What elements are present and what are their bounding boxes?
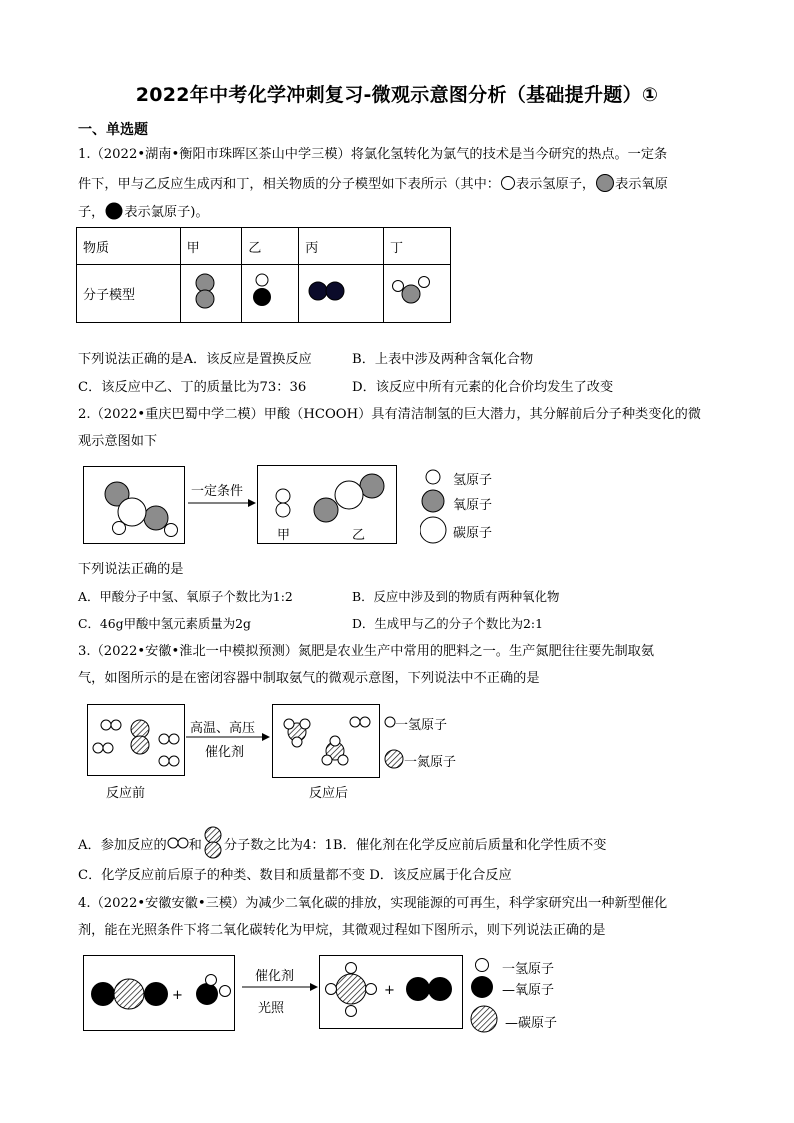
q1-text: 子， bbox=[78, 205, 105, 220]
model-bing bbox=[299, 265, 384, 323]
model-jia bbox=[180, 265, 242, 323]
q3-after-label: 反应后 bbox=[309, 786, 349, 801]
q2-option-c: C．46g甲酸中氢元素质量为2g bbox=[78, 616, 251, 631]
q3-text: 分子数之比为4：1B．催化剂在化学反应前后质量和化学性质不变 bbox=[223, 838, 607, 853]
q2-stem-line1: 2.（2022•重庆巴蜀中学二模）甲酸（HCOOH）具有清洁制氢的巨大潜力，其分解前后分子种类变化的微 bbox=[78, 407, 701, 422]
q1-stem-line2 bbox=[78, 173, 668, 195]
legend-oxygen: 氧原子 bbox=[453, 498, 493, 513]
svg-text:+: + bbox=[172, 988, 183, 1003]
q2-option-d: D．生成甲与乙的分子个数比为2:1 bbox=[352, 616, 543, 631]
hcooh-molecule-icon bbox=[84, 467, 184, 543]
table-header-cell: 丁 bbox=[384, 228, 451, 265]
q4-product-box bbox=[319, 955, 463, 1029]
q2-stem: 下列说法正确的是 bbox=[78, 562, 184, 577]
q3-condition-1: 高温、高压 bbox=[190, 721, 256, 736]
q3-before-box bbox=[87, 704, 185, 776]
o2-molecule-icon bbox=[187, 267, 227, 317]
cl2-molecule-icon bbox=[305, 267, 365, 317]
q4-condition-1: 催化剂 bbox=[255, 969, 295, 984]
chlorine-atom-icon bbox=[104, 201, 124, 221]
molecule-table bbox=[76, 227, 451, 323]
q4-condition-2: 光照 bbox=[258, 1001, 285, 1016]
product-molecules-icon bbox=[320, 956, 462, 1028]
svg-text:+: + bbox=[384, 983, 395, 998]
hydrogen-atom-icon bbox=[500, 175, 516, 191]
q1-stem-line3 bbox=[78, 201, 209, 223]
table-header-cell: 物质 bbox=[77, 228, 181, 265]
q3-option-c-d: C．化学反应前后原子的种类、数目和质量都不变 D．该反应属于化合反应 bbox=[78, 868, 512, 883]
reactant-molecules-icon bbox=[84, 956, 234, 1030]
q3-before-label: 反应前 bbox=[106, 786, 146, 801]
n2-molecule-icon bbox=[202, 825, 224, 861]
legend-hydrogen: 氢原子 bbox=[453, 473, 493, 488]
q2-option-a: A．甲酸分子中氢、氧原子个数比为1:2 bbox=[78, 589, 293, 604]
q2-label-jia: 甲 bbox=[277, 528, 291, 543]
legend-hydrogen: 一氢原子 bbox=[395, 718, 448, 733]
reaction-arrow-icon bbox=[186, 497, 258, 509]
model-yi bbox=[242, 265, 299, 323]
q4-stem-line2: 剂，能在光照条件下将二氧化碳转化为甲烷，其微观过程如下图所示，则下列说法正确的是 bbox=[78, 923, 606, 938]
q4-reactant-box bbox=[83, 955, 235, 1031]
q3-after-box bbox=[272, 704, 380, 778]
q1-text: 表示氧原 bbox=[615, 177, 668, 192]
product-molecules-icon bbox=[273, 705, 379, 777]
q3-text: A．参加反应的 bbox=[78, 838, 167, 853]
q1-stem-line1: 1.（2022•湖南•衡阳市珠晖区茶山中学三模）将氯化氢转化为氯气的技术是当今研究的热点。一定条 bbox=[78, 147, 668, 162]
q3-stem-line2: 气，如图所示的是在密闭容器中制取氨气的微观示意图，下列说法中不正确的是 bbox=[78, 671, 540, 686]
q4-stem-line1: 4.（2022•安徽安徽•三模）为减少二氧化碳的排放，实现能源的可再生，科学家研究出一种新型催化 bbox=[78, 896, 668, 911]
q1-text: 表示氢原子， bbox=[516, 177, 596, 192]
q2-reactant-box bbox=[83, 466, 185, 544]
q2-stem-line2: 观示意图如下 bbox=[78, 434, 158, 449]
h2-molecule-icon bbox=[167, 836, 189, 850]
reactant-molecules-icon bbox=[88, 705, 184, 775]
legend-hydrogen: 一氢原子 bbox=[502, 962, 555, 977]
q1-option-a: 下列说法正确的是A．该反应是置换反应 bbox=[78, 352, 312, 367]
table-header-cell: 乙 bbox=[242, 228, 299, 265]
q3-stem-line1: 3.（2022•安徽•淮北一中模拟预测）氮肥是农业生产中常用的肥料之一。生产氮肥往往要先制取氨 bbox=[78, 644, 655, 659]
q1-text: 件下，甲与乙反应生成丙和丁，相关物质的分子模型如下表所示（其中： bbox=[78, 177, 500, 192]
legend-nitrogen: 一氮原子 bbox=[404, 755, 457, 770]
q2-legend-icons bbox=[420, 466, 450, 546]
table-header-cell: 丙 bbox=[299, 228, 384, 265]
q2-condition-label: 一定条件 bbox=[191, 484, 244, 499]
q1-option-d: D．该反应中所有元素的化合价均发生了改变 bbox=[352, 380, 614, 395]
legend-carbon: 碳原子 bbox=[453, 526, 493, 541]
legend-carbon: —碳原子 bbox=[505, 1016, 558, 1031]
q1-text: 表示氯原子)。 bbox=[124, 205, 209, 220]
q3-text: 和 bbox=[188, 838, 202, 853]
q3-option-a-b bbox=[78, 825, 606, 861]
legend-oxygen: —氧原子 bbox=[502, 983, 555, 998]
q2-option-b: B．反应中涉及到的物质有两种氧化物 bbox=[352, 589, 560, 604]
table-header-cell: 甲 bbox=[180, 228, 242, 265]
h2o-molecule-icon bbox=[390, 267, 450, 317]
q2-label-yi: 乙 bbox=[352, 528, 366, 543]
table-row-label: 分子模型 bbox=[77, 265, 181, 323]
q1-option-b: B．上表中涉及两种含氧化合物 bbox=[352, 352, 534, 367]
q1-option-c: C．该反应中乙、丁的质量比为73：36 bbox=[78, 380, 307, 395]
oxygen-atom-icon bbox=[595, 173, 615, 193]
q3-condition-2: 催化剂 bbox=[205, 745, 245, 760]
reaction-arrow-icon bbox=[240, 981, 320, 993]
hcl-molecule-icon bbox=[248, 267, 288, 317]
page-title: 2022年中考化学冲刺复习-微观示意图分析（基础提升题）① bbox=[135, 84, 659, 106]
section-heading: 一、单选题 bbox=[78, 122, 148, 138]
model-ding bbox=[384, 265, 451, 323]
